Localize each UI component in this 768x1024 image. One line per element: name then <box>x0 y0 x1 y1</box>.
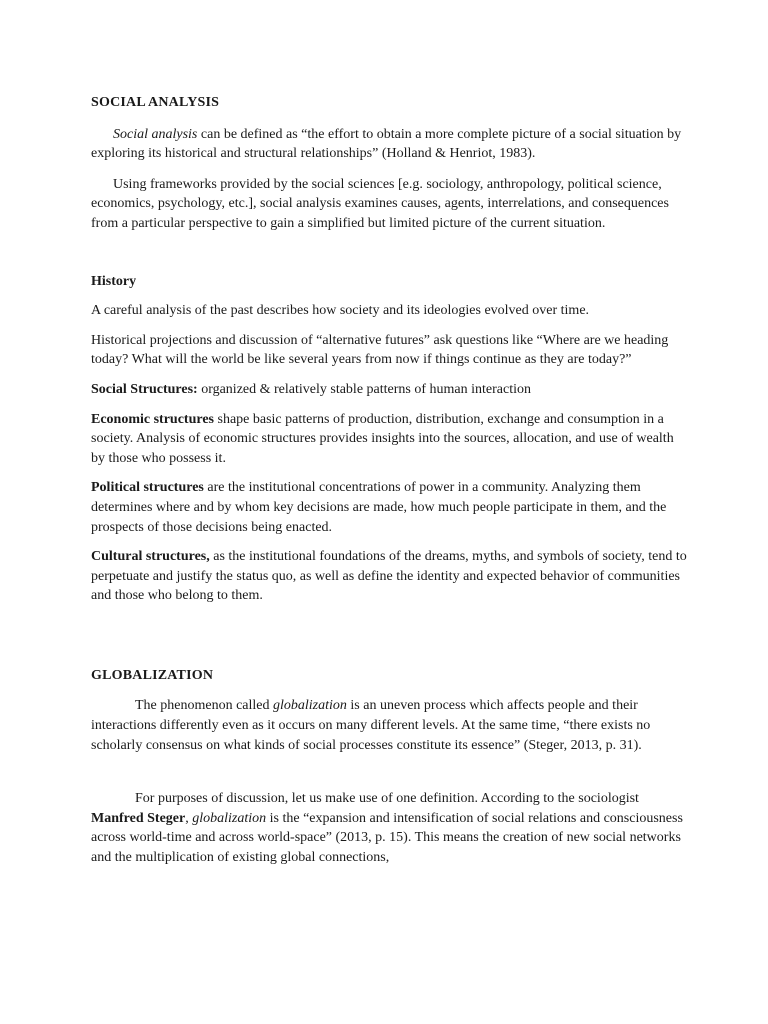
term-political-structures: Political structures <box>91 480 204 496</box>
term-globalization-2: globalization <box>192 810 267 826</box>
document-body <box>91 93 691 868</box>
term-social-analysis: Social analysis <box>113 126 198 142</box>
social-structures-text: organized & relatively stable patterns of human interaction <box>197 381 531 397</box>
definition-text: can be defined as “the effort to obtain a more complete picture of a social situation by exploring its historical and structural relationships” (Holland & Henriot, 1983). <box>91 126 682 162</box>
paragraph-globalization-definition <box>91 789 691 867</box>
political-structures-text: are the institutional concentrations of power in a community. Analyzing them determines where and by whom key decisions are made, how much people participate in them, and the prospects of those decisions being enacted. <box>91 480 667 535</box>
term-globalization: globalization <box>273 698 347 714</box>
globalization-p2-before: For purposes of discussion, let us make use of one definition. According to the sociologist <box>135 791 639 807</box>
paragraph-globalization-phenomenon <box>91 696 691 755</box>
heading-history: History <box>91 273 137 289</box>
cultural-structures-text: as the institutional foundations of the dreams, myths, and symbols of society, tend to perpetuate and justify the status quo, as well as define the identity and expected behavior of communities and those who belong to them. <box>91 549 687 604</box>
paragraph-political-structures <box>91 478 691 537</box>
globalization-p2-after: is the “expansion and intensification of social relations and consciousness across world-time and across world-space” (2013, p. 15). This means the creation of new social networks and the multiplication of existing global connections, <box>91 810 683 866</box>
heading-social-analysis: SOCIAL ANALYSIS <box>91 95 220 110</box>
term-economic-structures: Economic structures <box>91 411 214 427</box>
globalization-p1-before: The phenomenon called <box>135 698 274 714</box>
globalization-p2-comma: , <box>185 810 193 826</box>
globalization-p1-after: is an uneven process which affects people and their interactions differently even as it occurs on many different levels. At the same time, “there exists no scholarly consensus on what kinds of social processes constitute its essence” (Steger, 2013, p. 31). <box>91 698 651 753</box>
paragraph-frameworks: Using frameworks provided by the social sciences [e.g. sociology, anthropology, political science, economics, psychology, etc.], social analysis examines causes, agents, interrelations, and consequences from a particular perspective to gain a simplified but limited picture of the current situation. <box>91 176 669 231</box>
paragraph-social-analysis-definition <box>91 125 691 164</box>
paragraph-historical-projections: Historical projections and discussion of “alternative futures” ask questions like “Where are we heading today? What will the world be like several years from now if things continue as they are today?” <box>91 332 669 368</box>
economic-structures-text: shape basic patterns of production, distribution, exchange and consumption in a society. Analysis of economic structures provides insights into the sources, allocation, and use of wealth by those who possess it. <box>91 411 674 466</box>
paragraph-cultural-structures <box>91 547 691 606</box>
paragraph-social-structures <box>91 380 691 400</box>
term-cultural-structures: Cultural structures, <box>91 549 210 565</box>
heading-globalization: GLOBALIZATION <box>91 667 214 683</box>
name-manfred-steger: Manfred Steger <box>91 810 186 826</box>
term-social-structures: Social Structures: <box>91 381 198 397</box>
paragraph-economic-structures <box>91 410 691 469</box>
paragraph-history-analysis: A careful analysis of the past describes how society and its ideologies evolved over time. <box>91 303 590 319</box>
